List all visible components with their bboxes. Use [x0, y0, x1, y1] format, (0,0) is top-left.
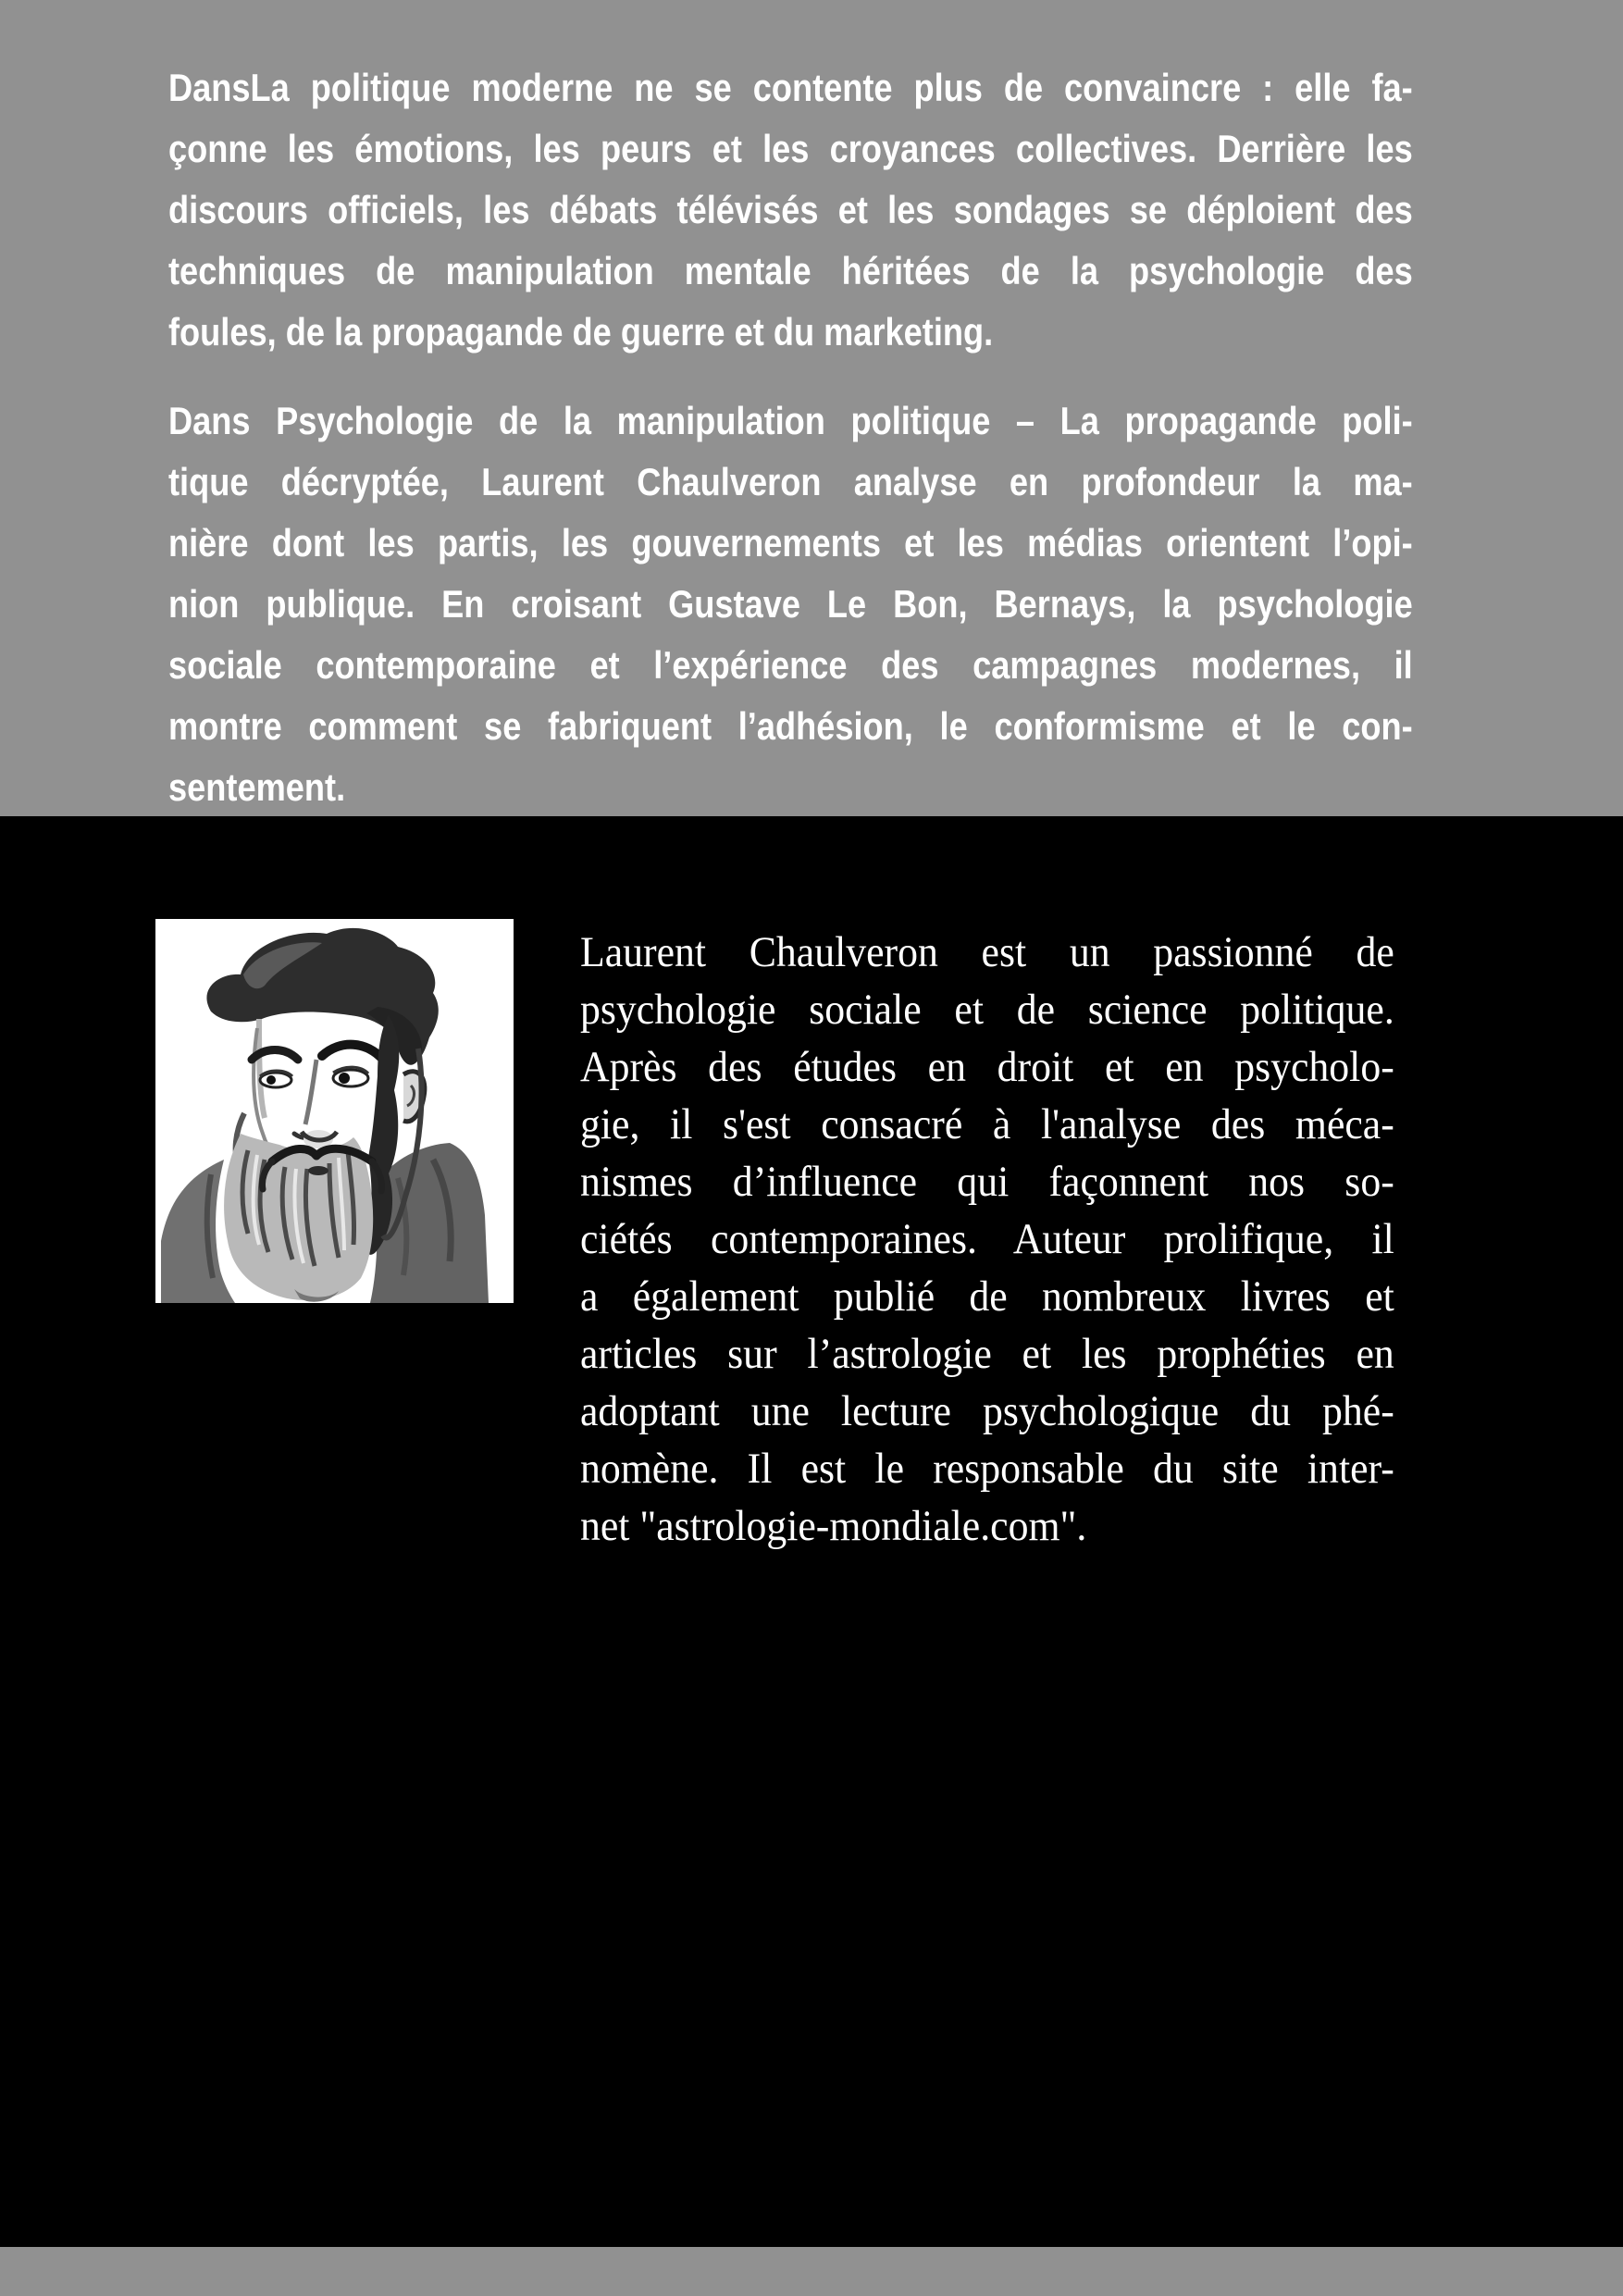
text-line: DansLa politique moderne ne se contente plus de convaincre : elle fa- [168, 66, 1413, 109]
text-line: net "astrologie-mondiale.com". [580, 1502, 1087, 1550]
text-line: ciétés contemporaines. Auteur prolifique, il [580, 1215, 1394, 1263]
synopsis-paragraph-2 [168, 391, 1413, 816]
text-line: tique décryptée, Laurent Chaulveron analyse en profondeur la ma- [168, 460, 1413, 503]
synopsis-paragraph-1 [168, 57, 1413, 363]
text-line: foules, de la propagande de guerre et du marketing. [168, 310, 994, 354]
nostradamus-engraving-illustration [155, 919, 514, 1303]
text-line: Dans Psychologie de la manipulation politique – La propagande poli- [168, 399, 1413, 442]
text-line: nomène. Il est le responsable du site inter- [580, 1445, 1394, 1493]
text-line: psychologie sociale et de science politique. [580, 986, 1394, 1034]
text-line: nion publique. En croisant Gustave Le Bon, Bernays, la psychologie [168, 582, 1413, 626]
footer-strip [0, 2247, 1623, 2296]
synopsis-section [0, 0, 1623, 816]
author-section [0, 816, 1623, 2247]
text-line: sentement. [168, 765, 346, 809]
text-line: montre comment se fabriquent l’adhésion, le conformisme et le con- [168, 704, 1413, 748]
text-line: Laurent Chaulveron est un passionné de [580, 928, 1394, 976]
author-portrait [155, 919, 514, 1303]
text-line: nismes d’influence qui façonnent nos so- [580, 1158, 1394, 1206]
author-bio [580, 924, 1394, 1555]
text-line: sociale contemporaine et l’expérience des campagnes modernes, il [168, 643, 1413, 687]
synopsis-text [168, 57, 1413, 816]
text-line: nière dont les partis, les gouvernements et les médias orientent l’opi- [168, 521, 1413, 565]
text-line: a également publié de nombreux livres et [580, 1272, 1394, 1321]
text-line: discours officiels, les débats télévisés et les sondages se déploient des [168, 188, 1413, 231]
text-line: gie, il s'est consacré à l'analyse des méca- [580, 1100, 1394, 1148]
text-line: techniques de manipulation mentale héritées de la psychologie des [168, 249, 1413, 292]
text-line: Après des études en droit et en psycholo- [580, 1043, 1394, 1091]
text-line: articles sur l’astrologie et les prophéties en [580, 1330, 1394, 1378]
text-line: çonne les émotions, les peurs et les croyances collectives. Derrière les [168, 127, 1413, 170]
text-line: adoptant une lecture psychologique du phé- [580, 1387, 1394, 1435]
